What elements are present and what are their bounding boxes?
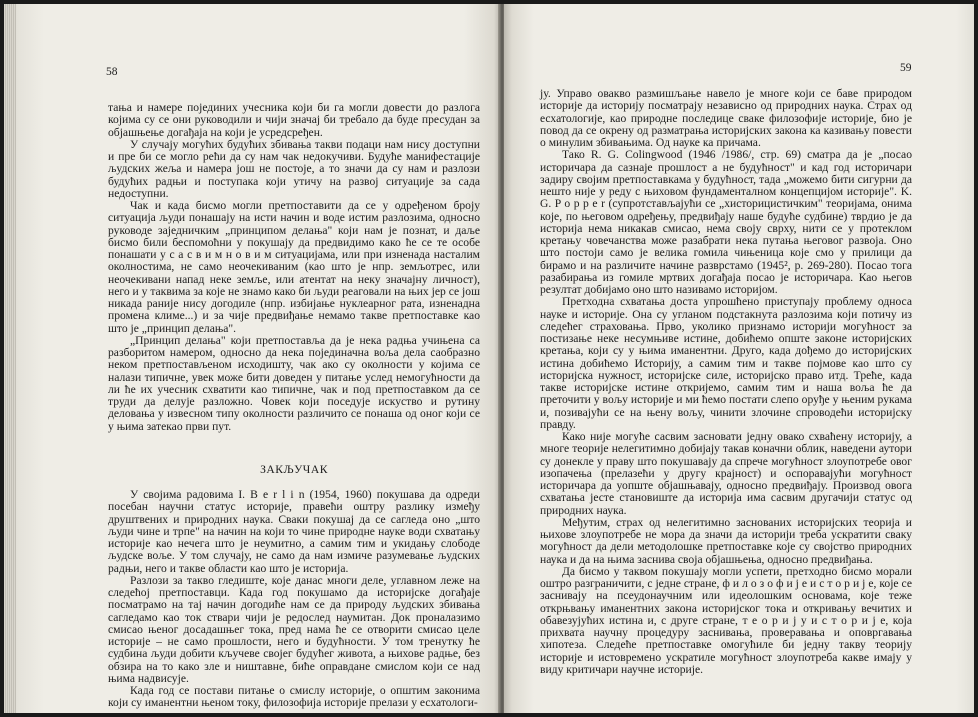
paragraph: Да бисмо у таквом покушају могли успети, претходно бисмо морали оштро разграничити, с једне стране, ф и л о з о ф и ј е и с т о р и ј е, које се заснивају на псеудонаучним или идеолошким основама, које теже открњвању иманентних закона историјског тока и откривању вечитих и обавезујућих истина и, с друге стране, т е о р и ј у и с т о р и ј е, која прихвата научну процедуру заснивања, проверавања и оповргавања хипотеза. Следеће претпоставке омогућиле би једну такву теорију историје и истовремено ускратиле могућност злоупотреба какве имају у виду критичари научне историје.	[540, 564, 912, 676]
paragraph: У својима радовима I. B e r l i n (1954, 1960) покушава да одреди посебан научни статус историје, правећи оштру разлику између друштвених и природних наука. Сваки покушај да се сагледа оно „што људи чине и трпе" на начин на који то чине природне науке води схватању историје као нечега што је неумитно, а самим тим и укидању слободе људске воље. У том случају, не само да нам измиче разумевање људских радњи, него и такве области као што је историја.	[108, 488, 480, 575]
paragraph: ју. Управо овакво размишљање навело је многе који се баве природом историје да историју посматрају независно од природних наука. Страх од есхатологије, као природне последице сваке филозофије историје, био је повод да се окрену од разматрања историјских закона ка казивању повести о минулим збивањима. Од науке ка причама.	[540, 87, 912, 149]
paragraph: „Принцип делања" који претпоставља да је нека радња учињена са разборитом намером, односно да нека појединачна воља дела саобразно неком претпостављеном исходишту, чак ако су околности у којима се налази типичне, увек може бити доведен у питање услед немогућности да ли ће их учесник схватити као типичне, чак и под претпоставком да се труди да делује разложно. Човек који поседује искуство и рутину деловања у извесном типу околности различито се понаша од оног који се у њима затекао први пут.	[108, 333, 480, 433]
left-page-text	[108, 102, 480, 710]
paragraph: Међутим, страх од нелегитимно заснованих историјских теорија и њихове злоупотребе не мора да значи да историји треба ускратити сваку могућност да дели методолошке претпоставке које су својство природних наука и да на њима заснива своја објашњења, односно предвиђања.	[540, 515, 912, 566]
paragraph: Разлози за такво гледиште, које данас многи деле, углавном леже на следећој претпоставци. Када год покушамо да историјске догађаје посматрамо на тај начин догодиће нам се да природу људских збивања сагледамо као ток ствари чији је редослед наумитан. Док проналазимо смисао њеног досадашњег тока, пред нама ће се отворити смисао целе историје – не само прошлости, него и будућности. У том тренутку ће судбина људи добити кључеве својег будућег живота, а њихове радње, без обзира на то како зле и ништавне, биће оправдане смислом који се над њима надвисује.	[108, 573, 480, 685]
page-number: 58	[106, 66, 118, 78]
paragraph: Чак и када бисмо могли претпоставити да се у одређеном броју ситуација људи понашају на исти начин и воде истим разлозима, односно руководе заједничким „принципом делања" који нам је познат, и даље бисмо били беспомоћни у покушају да предвидимо како ће се те особе понашати у с а с в и м н о в и м ситуацијама, или при изненада насталим околностима, не само неочекиваним (као што је нпр. земљотрес, или неочекивани напад неке земље, или атентат на неку значајну личност), него и у таквима за које не знамо како би људи реаговали на њих јер се још никада раније нису догодиле (нпр. избијање нуклеарног рата, изненадна промена климе...) и за чије предвиђање немамо такве претпоставке као што је „принцип делања".	[108, 199, 480, 335]
paragraph: Када год се постави питање о смислу историје, о општим законима који су иманентни њеном току, филозофија историје прелази у есхатологи-	[108, 684, 480, 710]
page-edges	[4, 4, 16, 713]
page-number: 59	[900, 62, 912, 74]
section-heading: ЗАКЉУЧАК	[260, 462, 328, 476]
left-page	[4, 4, 500, 713]
paragraph: Претходна схватања доста упрошћено приступају проблему односа науке и историје. Она су угланом подстакнута разлозима који потичу из следећег страховања. Прво, уколико признамо историји могућност за постизање неке несумњиве истине, добићемо опште законе историјских кретања, који су у њима иманентни. Друго, када дођемо до историјских истина добићемо Историју, а самим тим и такве појмове као што су историјска нужност, историјске силе, историјско право итд. Треће, када такве историјске истине откријемо, самим тим и наша воља ће да преточити у вољу историје и ми ћемо постати слепо оруђе у њеним рукама и, позивајући се на њену вољу, чинити злочине спроводећи историјску правду.	[540, 295, 912, 431]
right-page-text	[540, 88, 912, 676]
paragraph: Тако R. G. Colingwood (1946 /1986/, стр. 69) сматра да је „посао историчара да сазнаје прошлост а не будућност" и кад год историчари задиру својим претпоставкама у будућност, тада „можемо бити сигурни да нешто није у реду с њиховом фундаменталном концепцијом историје". K. G. P o p p e r (супротстављајући се „хисторицистичким" теоријама, онима које, по његовом одређењу, предвиђају наше будуће судбине) тврдио је да историја нема никакав смисао, нема своју сврху, нити се у протеклом кретању човечанства може разабрати нека путања његовог развоја. Оно што постоји само је велика гомила чињеница које смо у прилици да бирамо и на различите начине разврстамо (1945², p. 269-280). Посао тога разабирања из гомиле мртвих догађаја посао је историчара. Као његов резултат добијамо оно што називамо историјом.	[540, 148, 912, 296]
paragraph: Како није могуће сасвим засновати једну овако схваћену историју, а многе теорије нелегитимно добијају такав коначни облик, наведени аутори су донекле у праву што покушавају да спрече могућност злоупотребе овог изопачења (прелазећи у другу крајност) и оспоравајући могућност историчара да уопште објашњавају, односно предвиђају. Производ овога схватања јесте становиште да историја има сасвим другачији статус од природних наука.	[540, 430, 912, 517]
paragraph: У случају могућих будућих збивања такви подаци нам нису доступни и пре би се могло рећи да су нам чак недокучиви. Будуће манифестације људских жеља и намера још не постоје, а то значи да су нам и разлози будућих радњи и поступака који утичу на развој ситуације за сада недоступни.	[108, 137, 480, 200]
book-spread	[4, 4, 974, 713]
paragraph: тања и намере појединих учесника који би га могли довести до разлога којима су се они руководили и чији значај би требало да буде пресудан за објашњење догађаја на који је усредсређен.	[108, 101, 480, 139]
